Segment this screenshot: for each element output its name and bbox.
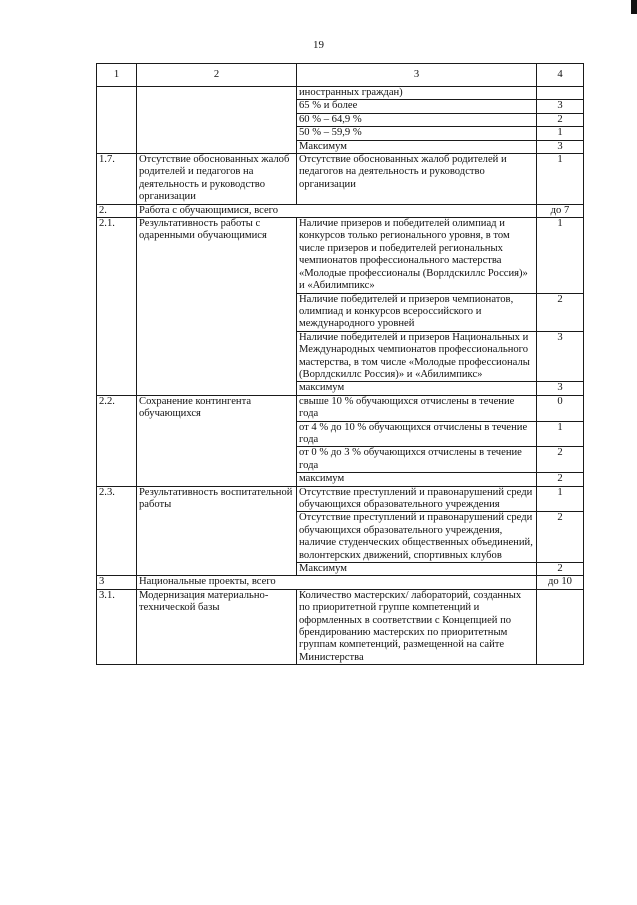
row-score: 3	[537, 140, 584, 153]
header-col-3: 3	[297, 64, 537, 87]
row-criterion: Отсутствие преступлений и правонарушений среди обучающихся образовательного учреждения	[297, 486, 537, 512]
row-score: 2	[537, 293, 584, 331]
section-row	[97, 204, 584, 217]
row-criterion: от 0 % до 3 % обучающихся отчислены в течение года	[297, 447, 537, 473]
row-indicator	[137, 87, 297, 154]
row-score: 1	[537, 218, 584, 293]
section-row	[97, 576, 584, 589]
row-score: 1	[537, 421, 584, 447]
row-score: 3	[537, 331, 584, 382]
page-number: 19	[313, 39, 324, 51]
row-number: 2.	[97, 204, 137, 217]
row-criterion: Отсутствие обоснованных жалоб родителей и педагогов на деятельность и руководство организации	[297, 154, 537, 205]
corner-mark	[631, 0, 637, 14]
row-indicator: Модернизация материально-технической базы	[137, 589, 297, 664]
row-criterion: Максимум	[297, 140, 537, 153]
row-indicator: Отсутствие обоснованных жалоб родителей и педагогов на деятельность и руководство организации	[137, 154, 297, 205]
row-score: 3	[537, 100, 584, 113]
row-criterion: Наличие призеров и победителей олимпиад и конкурсов только регионального уровня, в том числе призеров и победителей региональных чемпионатов профессионального мастерства «Молодые профессионалы (Ворлдскиллс Россия)» и «Абилимпикс»	[297, 218, 537, 293]
table-row	[97, 486, 584, 512]
row-indicator: Результативность воспитательной работы	[137, 486, 297, 576]
table-row	[97, 218, 584, 293]
row-number: 2.3.	[97, 486, 137, 576]
row-criterion: Наличие победителей и призеров Национальных и Международных чемпионатов профессионального мастерства, в том числе «Молодые профессионалы (Ворлдскиллс Россия)» и «Абилимпикс»	[297, 331, 537, 382]
row-score: 1	[537, 127, 584, 140]
row-criterion: от 4 % до 10 % обучающихся отчислены в течение года	[297, 421, 537, 447]
row-criterion: Количество мастерских/ лабораторий, созданных по приоритетной группе компетенций и оформленных в соответствии с Концепцией по брендированию мастерских по приоритетным группам компетенций, размещенной на сайте Министерства	[297, 589, 537, 664]
row-number: 2.1.	[97, 218, 137, 396]
row-criterion: максимум	[297, 382, 537, 395]
row-criterion: 60 % – 64,9 %	[297, 113, 537, 126]
row-score	[537, 87, 584, 100]
section-title: Национальные проекты, всего	[137, 576, 537, 589]
row-score: 2	[537, 563, 584, 576]
row-score	[537, 589, 584, 664]
table-row	[97, 87, 584, 100]
row-score: 2	[537, 473, 584, 486]
row-number: 3.1.	[97, 589, 137, 664]
row-criterion: максимум	[297, 473, 537, 486]
row-score: до 7	[537, 204, 584, 217]
criteria-table	[96, 63, 584, 665]
row-number: 2.2.	[97, 395, 137, 486]
row-criterion: 65 % и более	[297, 100, 537, 113]
row-number	[97, 87, 137, 154]
row-score: 3	[537, 382, 584, 395]
header-col-2: 2	[137, 64, 297, 87]
section-title: Работа с обучающимися, всего	[137, 204, 537, 217]
table-row	[97, 154, 584, 205]
row-score: 2	[537, 447, 584, 473]
row-criterion: Наличие победителей и призеров чемпионатов, олимпиад и конкурсов всероссийского и международного уровней	[297, 293, 537, 331]
row-indicator: Сохранение контингента обучающихся	[137, 395, 297, 486]
row-criterion: Отсутствие преступлений и правонарушений среди обучающихся образовательного учреждения, наличие студенческих общественных объединений, волонтерских движений, спортивных клубов	[297, 512, 537, 563]
row-number: 1.7.	[97, 154, 137, 205]
row-criterion: 50 % – 59,9 %	[297, 127, 537, 140]
row-number: 3	[97, 576, 137, 589]
header-col-1: 1	[97, 64, 137, 87]
header-row	[97, 64, 584, 87]
header-col-4: 4	[537, 64, 584, 87]
row-criterion: Максимум	[297, 563, 537, 576]
row-score: до 10	[537, 576, 584, 589]
row-criterion: иностранных граждан)	[297, 87, 537, 100]
row-score: 1	[537, 154, 584, 205]
row-criterion: свыше 10 % обучающихся отчислены в течение года	[297, 395, 537, 421]
row-score: 1	[537, 486, 584, 512]
row-score: 2	[537, 512, 584, 563]
row-indicator: Результативность работы с одаренными обучающимися	[137, 218, 297, 396]
table-row	[97, 395, 584, 421]
row-score: 0	[537, 395, 584, 421]
row-score: 2	[537, 113, 584, 126]
table-row	[97, 589, 584, 664]
